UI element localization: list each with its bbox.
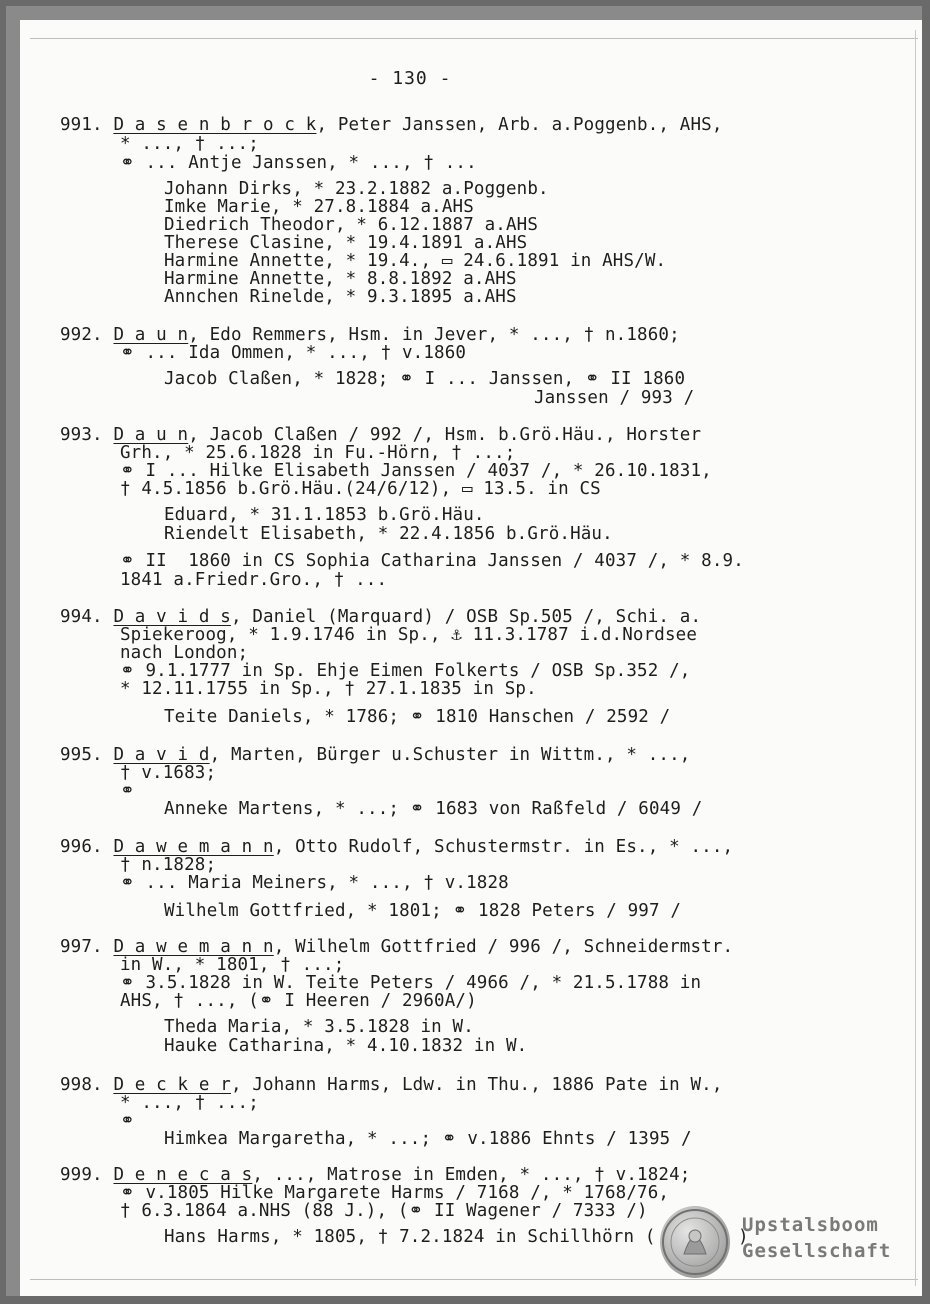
entry-line: ⚭ ... Maria Meiners, * ..., † v.1828 <box>120 873 509 893</box>
entry-text: , Otto Rudolf, Schustermstr. in Es., * ..., <box>273 837 734 857</box>
child-line: Hauke Catharina, * 4.10.1832 in W. <box>164 1036 528 1056</box>
child-line: Anneke Martens, * ...; ⚭ 1683 von Raßfeld / 6049 / <box>164 799 703 819</box>
child-line-end: ) <box>738 1227 749 1247</box>
entry-heading <box>60 116 723 135</box>
page-number: - 130 - <box>368 68 452 89</box>
entry-line: ⚭ I ... Hilke Elisabeth Janssen / 4037 /, * 26.10.1831, <box>120 461 712 481</box>
page-edge-right <box>915 30 916 1286</box>
child-line: Imke Marie, * 27.8.1884 a.AHS <box>164 197 474 217</box>
entry-line: ⚭ 9.1.1777 in Sp. Ehje Eimen Folkerts / OSB Sp.352 /, <box>120 661 691 681</box>
entry-text: , Daniel (Marquard) / OSB Sp.505 /, Schi. a. <box>230 607 702 627</box>
entry-surname: D e c k e r <box>113 1075 231 1095</box>
entry-number: 994. <box>60 607 103 627</box>
entry-line: † v.1683; <box>120 763 217 783</box>
child-line: Diedrich Theodor, * 6.12.1887 a.AHS <box>164 215 539 235</box>
child-line: Teite Daniels, * 1786; ⚭ 1810 Hanschen / 2592 / <box>164 707 671 727</box>
entry-line: ⚭ ... Ida Ommen, * ..., † v.1860 <box>120 343 467 363</box>
entry-line: 1841 a.Friedr.Gro., † ... <box>120 570 388 590</box>
entry-line: ⚭ II 1860 in CS Sophia Catharina Janssen / 4037 /, * 8.9. <box>120 551 744 571</box>
document-frame <box>6 6 922 1296</box>
child-line: Himkea Margaretha, * ...; ⚭ v.1886 Ehnts / 1395 / <box>164 1129 692 1149</box>
child-line: Hans Harms, * 1805, † 7.2.1824 in Schillhörn ( <box>164 1227 656 1247</box>
entry-line: Spiekeroog, * 1.9.1746 in Sp., ⚓ 11.3.1787 i.d.Nordsee <box>120 625 698 645</box>
entry-text: , Peter Janssen, Arb. a.Poggenb., AHS, <box>316 115 723 135</box>
page-edge-bottom <box>30 1279 918 1280</box>
upstalsboom-logo <box>660 1206 922 1278</box>
child-line: Jacob Claßen, * 1828; ⚭ I ... Janssen, ⚭ II 1860 <box>164 369 686 389</box>
entry-surname: D e n e c a s <box>113 1165 253 1185</box>
entry-surname: D a w e m a n n <box>113 937 274 957</box>
entry-number: 993. <box>60 425 103 445</box>
entry-surname: D a v i d s <box>113 607 231 627</box>
entry-text: , Marten, Bürger u.Schuster in Wittm., * ..., <box>209 745 691 765</box>
page-edge-top <box>30 38 918 39</box>
child-line: Harmine Annette, * 8.8.1892 a.AHS <box>164 269 517 289</box>
entry-text: , ..., Matrose in Emden, * ..., † v.1824; <box>252 1165 691 1185</box>
entry-surname: D a w e m a n n <box>113 837 274 857</box>
entry-number: 996. <box>60 837 103 857</box>
entry-surname: D a v i d <box>113 745 210 765</box>
child-line: Annchen Rinelde, * 9.3.1895 a.AHS <box>164 287 517 307</box>
entry-line: Grh., * 25.6.1828 in Fu.-Hörn, † ...; <box>120 443 516 463</box>
child-line: Harmine Annette, * 19.4., ▭ 24.6.1891 in AHS/W. <box>164 251 667 271</box>
entry-line: AHS, † ..., (⚭ I Heeren / 2960A/) <box>120 991 477 1011</box>
entry-text: , Jacob Claßen / 992 /, Hsm. b.Grö.Häu., Horster <box>188 425 702 445</box>
entry-line: ⚭ 3.5.1828 in W. Teite Peters / 4966 /, * 21.5.1788 in <box>120 973 702 993</box>
entry-line: nach London; <box>120 643 249 663</box>
entry-surname: D a u n <box>113 325 189 345</box>
entry-line: ⚭ <box>120 1111 135 1131</box>
document-page <box>20 20 922 1296</box>
entry-line: ⚭ <box>120 781 135 801</box>
child-line: Theda Maria, * 3.5.1828 in W. <box>164 1017 474 1037</box>
entry-text: , Johann Harms, Ldw. in Thu., 1886 Pate in W., <box>230 1075 723 1095</box>
entry-number: 992. <box>60 325 103 345</box>
entry-line: † n.1828; <box>120 855 217 875</box>
entry-number: 998. <box>60 1075 103 1095</box>
seal-icon <box>660 1206 730 1278</box>
logo-line-2: Gesellschaft <box>742 1240 892 1262</box>
logo-line-1: Upstalsboom <box>742 1214 879 1236</box>
child-line: Wilhelm Gottfried, * 1801; ⚭ 1828 Peters / 997 / <box>164 901 682 921</box>
entry-line: † 4.5.1856 b.Grö.Häu.(24/6/12), ▭ 13.5. in CS <box>120 479 601 499</box>
entry-line: ⚭ ... Antje Janssen, * ..., † ... <box>120 153 477 173</box>
entry-surname: D a s e n b r o c k <box>113 115 317 135</box>
entry-surname: D a u n <box>113 425 189 445</box>
entry-line: * ..., † ...; <box>120 134 259 154</box>
child-line: Johann Dirks, * 23.2.1882 a.Poggenb. <box>164 179 549 199</box>
entry-line: * 12.11.1755 in Sp., † 27.1.1835 in Sp. <box>120 679 537 699</box>
child-line: Janssen / 993 / <box>534 388 695 408</box>
entry-text: , Wilhelm Gottfried / 996 /, Schneidermstr. <box>273 937 734 957</box>
entry-line: ⚭ v.1805 Hilke Margarete Harms / 7168 /, * 1768/76, <box>120 1183 670 1203</box>
entry-number: 991. <box>60 115 103 135</box>
child-line: Eduard, * 31.1.1853 b.Grö.Häu. <box>164 505 485 525</box>
entry-number: 999. <box>60 1165 103 1185</box>
entry-line: † 6.3.1864 a.NHS (88 J.), (⚭ II Wagener / 7333 /) <box>120 1201 648 1221</box>
child-line: Riendelt Elisabeth, * 22.4.1856 b.Grö.Häu. <box>164 524 613 544</box>
entry-number: 997. <box>60 937 103 957</box>
entry-number: 995. <box>60 745 103 765</box>
entry-line: * ..., † ...; <box>120 1093 259 1113</box>
entry-text: , Edo Remmers, Hsm. in Jever, * ..., † n.1860; <box>188 325 680 345</box>
entry-line: in W., * 1801, † ...; <box>120 955 345 975</box>
child-line: Therese Clasine, * 19.4.1891 a.AHS <box>164 233 528 253</box>
